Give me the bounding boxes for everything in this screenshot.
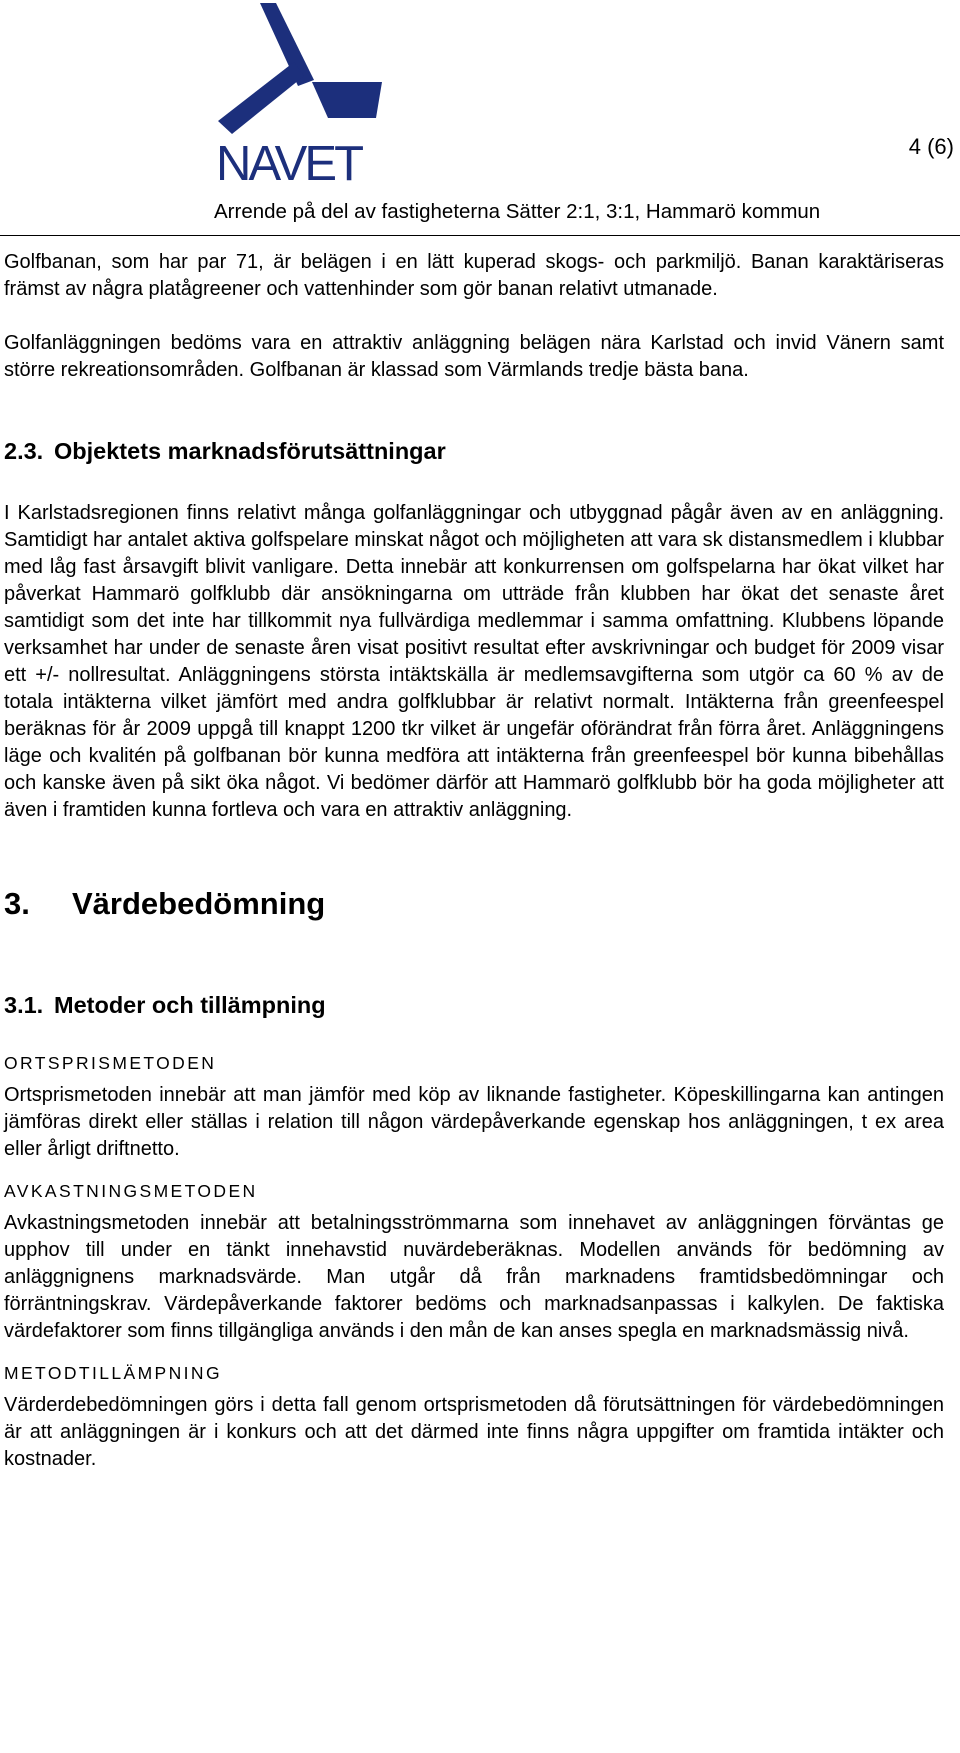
paragraph-metodtillampning: Värderdebedömningen görs i detta fall genom ortsprismetoden då förutsättningen för värdebedömningen är att anläggningen är i konkurs och att det därmed inte finns några uppgifter om framtida intäkter och kostnader.	[4, 1394, 944, 1470]
section-heading-3-1	[4, 992, 944, 1019]
paragraph-golfbanan: Golfbanan, som har par 71, är belägen i en lätt kuperad skogs- och parkmiljö. Banan karaktäriseras främst av några platågreener och vattenhinder som gör banan relativt utmanade.	[4, 251, 944, 300]
navet-logo-graphic	[216, 0, 394, 200]
document-body	[4, 249, 944, 1473]
section-title: Objektets marknadsförutsättningar	[54, 438, 446, 464]
header-divider	[0, 235, 960, 236]
subheading-metodtillampning: METODTILLÄMPNING	[4, 1363, 222, 1383]
navet-logo	[216, 0, 394, 200]
chapter-title: Värdebedömning	[72, 886, 326, 921]
page-number: 4 (6)	[908, 134, 954, 159]
paragraph-avkastningsmetoden: Avkastningsmetoden innebär att betalningsströmmarna som innehavet av anläggningen förväntas ge upphov till under en tänkt innehavstid nuvärdeberäknas. Modellen används för bedömning av anläggnignens marknadsvärde. Man utgår då från marknadens framtidsbedömningar och förräntningskrav. Värdepåverkande faktorer bedöms och marknadsanpassas i kalkylen. De faktiska värdefaktorer som finns tillgängliga används i den mån de kan anses spegla en marknadsmässig nivå.	[4, 1212, 944, 1342]
paragraph-ortsprismetoden: Ortsprismetoden innebär att man jämför med köp av liknande fastigheter. Köpeskillingarna kan antingen jämföras direkt eller ställas i relation till någon värdepåverkande egenskap hos anläggningen, t ex area eller årligt driftnetto.	[4, 1084, 944, 1160]
chapter-number: 3.	[4, 886, 30, 921]
document-title: Arrende på del av fastigheterna Sätter 2:1, 3:1, Hammarö kommun	[214, 200, 821, 223]
logo-wordmark: NAVET	[216, 137, 370, 191]
subheading-ortsprismetoden: ORTSPRISMETODEN	[4, 1053, 217, 1073]
subheading-avkastningsmetoden: AVKASTNINGSMETODEN	[4, 1181, 258, 1201]
section-number: 2.3.	[4, 438, 44, 464]
chapter-heading-3	[4, 886, 944, 922]
paragraph-golfanlaggningen: Golfanläggningen bedöms vara en attraktiv anläggning belägen nära Karlstad och invid Vänern samt större rekreationsområden. Golfbanan är klassad som Värmlands tredje bästa bana.	[4, 332, 944, 381]
section-number: 3.1.	[4, 992, 44, 1018]
section-title: Metoder och tillämpning	[54, 992, 326, 1018]
section-heading-2-3	[4, 438, 944, 465]
paragraph-marknadsforutsattningar: I Karlstadsregionen finns relativt många golfanläggningar och utbyggnad pågår även av en anläggning. Samtidigt har antalet aktiva golfspelare minskat något och möjligheten att vara sk distansmedlem i klubbar med låg fast årsavgift blivit vanligare. Detta innebär att konkurrensen om golfspelarna har ökat vilket har påverkat Hammarö golfklubb där ansökningarna om utträde från klubben har ökat det senaste året samtidigt som det inte har tillkommit nya fullvärdiga medlemmar i samma omfattning. Klubbens löpande verksamhet har under de senaste åren visat positivt resultat efter avskrivningar och budget för 2009 visar ett +/- nollresultat. Anläggningens största intäktskälla är medlemsavgifterna som utgör ca 60 % av de totala intäkterna vilket jämfört med andra golfklubbar är relativt normalt. Intäkterna från greenfeespel beräknas för år 2009 uppgå till knappt 1200 tkr vilket är ungefär oförändrat från förra året. Anläggningens läge och kvalitén på golfbanan bör kunna medföra att intäkterna från greenfeespel bör kunna bibehållas och kanske även på sikt öka något. Vi bedömer därför att Hammarö golfklubb bör ha goda möjligheter att även i framtiden kunna fortleva och vara en attraktiv anläggning.	[4, 502, 944, 821]
